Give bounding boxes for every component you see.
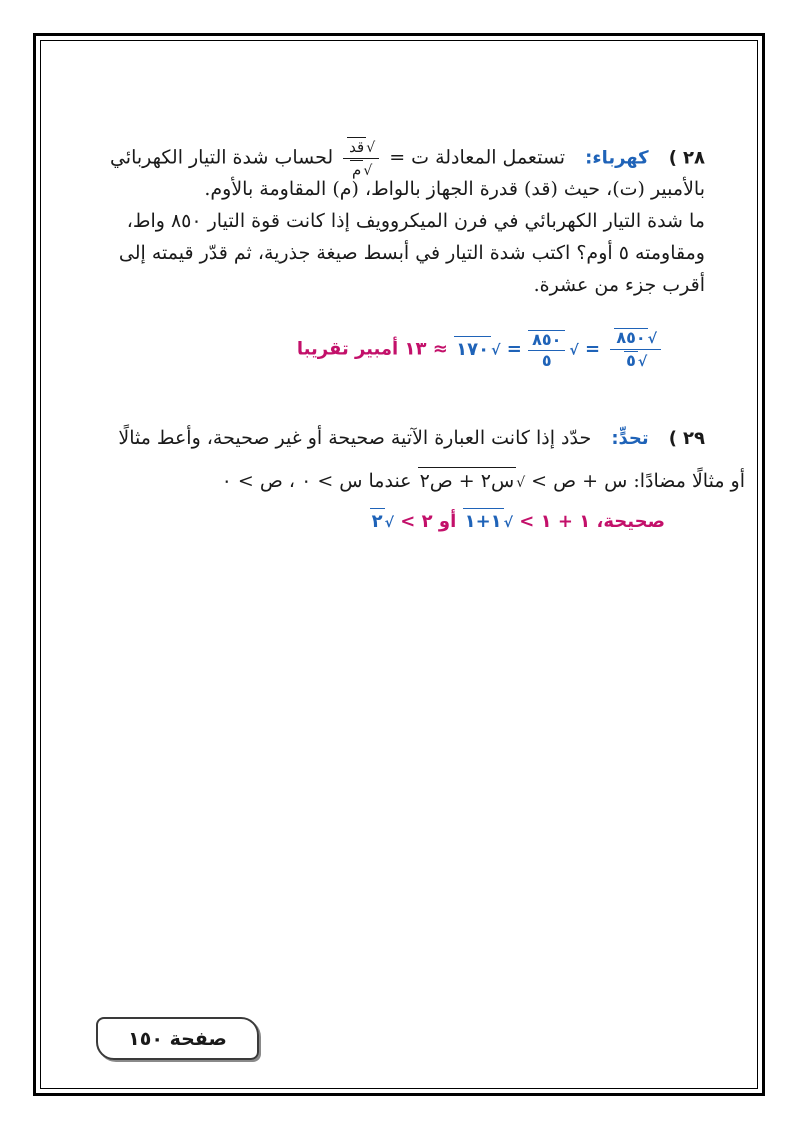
problem-29-answer: صحيحة، ١ + ١ > √١+١ أو ٢ > √٢: [370, 508, 665, 536]
answer-root: ١٧٠: [454, 336, 491, 363]
answer-f2-numerator: ٨٥٠: [528, 331, 565, 351]
problem-29-number: ٢٩: [683, 428, 705, 449]
problem-28-answer: $\frac{√٨٥٠}{√٥}$ = √ $\frac{٨٥٠}{٥}$ = √١٧٠ ≈ ١٣ أمبير تقريبا: [297, 328, 665, 371]
problem-29-statement-radical: س٢ + ص٢: [418, 467, 517, 494]
answer-f1-numerator: ٨٥٠: [616, 328, 646, 347]
problem-29-topic: تحدٍّ:: [611, 428, 649, 449]
answer-fraction-2: [528, 330, 565, 370]
problem-28-line-4: ومقاومته ٥ أوم؟ اكتب شدة التيار في أبسط صيغة جذرية، ثم قدّر قيمته إلى: [118, 242, 705, 264]
answer-29-or: أو ٢ >: [400, 511, 457, 532]
problem-28-line-3: ما شدة التيار الكهربائي في فرن الميكروويف إذا كانت قوة التيار ٨٥٠ واط،: [126, 210, 705, 232]
problem-29-paren: ): [668, 428, 677, 449]
formula-denominator: م: [352, 161, 362, 179]
problem-29-statement-b: عندما س > ٠ ، ص > ٠: [221, 470, 412, 492]
problem-29-line-2: أو مثالًا مضادًا: س + ص > √س٢ + ص٢ عندما س > ٠ ، ص > ٠: [222, 467, 745, 496]
current-formula-fraction: $\frac{\text{√قد}}{\text{√م}}$: [343, 137, 379, 180]
problem-28-paren: ): [668, 147, 677, 169]
answer-29-radical-1: ١+١: [463, 508, 504, 535]
problem-28-intro: تستعمل المعادلة ت =: [389, 146, 566, 169]
answer-fraction-1: $\frac{√٨٥٠}{√٥}$: [610, 328, 661, 371]
answer-result: ١٣ أمبير تقريبا: [296, 338, 427, 360]
problem-29-line-1: [118, 425, 705, 452]
answer-f2-denominator: ٥: [541, 350, 552, 370]
problem-28-topic: كهرباء:: [585, 147, 649, 169]
problem-28-intro-tail: لحساب شدة التيار الكهربائي: [109, 146, 334, 169]
problem-28-line-5: أقرب جزء من عشرة.: [533, 274, 705, 296]
answer-equals-1: =: [584, 338, 601, 360]
answer-approx: ≈: [432, 338, 448, 360]
problem-28-line-1: [110, 137, 705, 180]
problem-28-line-2: بالأمبير (ت)، حيث (قد) قدرة الجهاز بالواط، (م) المقاومة بالأوم.: [204, 178, 705, 200]
answer-29-part-a: ١ + ١ >: [519, 511, 591, 532]
answer-29-word: صحيحة،: [596, 511, 665, 532]
answer-29-radical-2: ٢: [370, 508, 385, 535]
problem-29-text: حدّد إذا كانت العبارة الآتية صحيحة أو غير صحيحة، وأعط مثالًا: [118, 427, 592, 449]
answer-equals-2: =: [506, 338, 522, 360]
problem-28-number: ٢٨: [683, 147, 705, 169]
formula-numerator: قد: [349, 138, 365, 156]
problem-29-statement-a: أو مثالًا مضادًا: س + ص >: [531, 470, 745, 492]
page-number-label: صفحة ١٥٠: [128, 1027, 227, 1050]
page-number-badge: [96, 1017, 259, 1060]
answer-f1-denominator: ٥: [626, 351, 636, 370]
